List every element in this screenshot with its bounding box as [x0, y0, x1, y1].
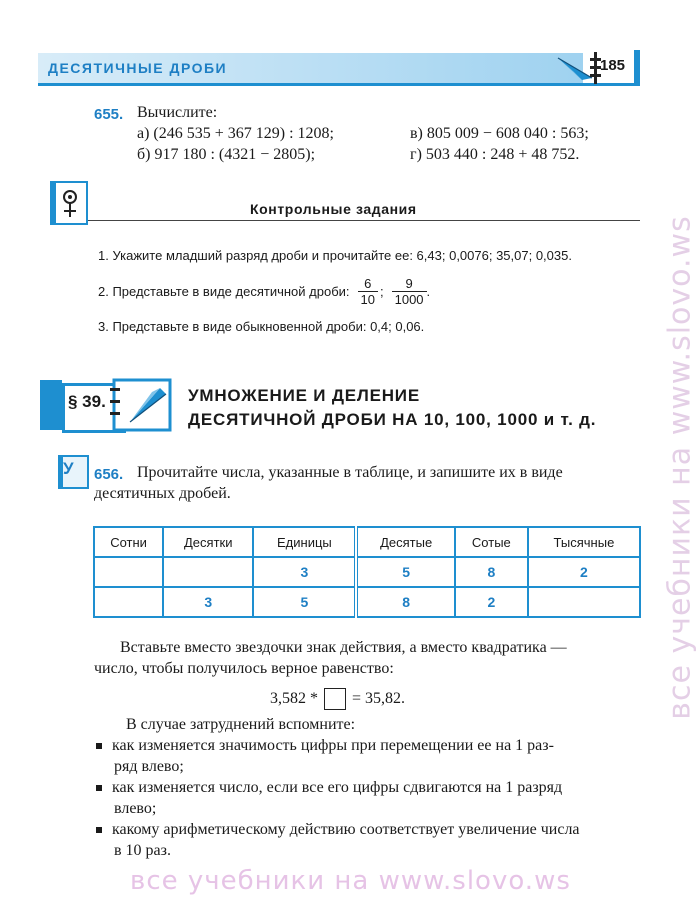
section-number: § 39. — [68, 392, 106, 411]
control-task-1: 1. Укажите младший разряд дроби и прочитайте ее: 6,43; 0,0076; 35,07; 0,035. — [98, 248, 572, 263]
fraction-denominator: 1000 — [394, 291, 424, 307]
table-header-cell: Десятки — [163, 527, 253, 557]
fraction-9-1000 — [392, 276, 427, 307]
exercise-item-g: г) 503 440 : 248 + 48 752. — [410, 146, 580, 163]
exercise-text-line2: десятичных дробей. — [94, 485, 231, 502]
bottom-watermark: все учебники на www.slovo.ws — [130, 866, 571, 896]
exercise-number: 656. — [94, 466, 124, 483]
flower-icon — [56, 183, 86, 223]
place-value-table — [93, 526, 641, 618]
exercise-intro: Вычислите: — [137, 104, 218, 121]
table-header-cell: Тысячные — [528, 527, 640, 557]
control-task-2 — [98, 270, 430, 312]
exercise-item-v: в) 805 009 − 608 040 : 563; — [410, 125, 589, 142]
table-cell — [94, 557, 163, 587]
table-cell: 2 — [528, 557, 640, 587]
equation — [270, 688, 405, 710]
header-rule — [38, 83, 640, 86]
hint-bullet-1 — [96, 737, 554, 755]
exercise-item-a: а) (246 535 + 367 129) : 1208; — [137, 125, 334, 142]
table-cell: 2 — [455, 587, 528, 617]
chapter-title: ДЕСЯТИЧНЫЕ ДРОБИ — [48, 60, 228, 76]
equation-right: = 35,82. — [352, 690, 406, 707]
table-header-cell: Десятые — [356, 527, 454, 557]
control-tasks-icon — [50, 181, 88, 225]
side-watermark-text: все учебники на www.slovo.ws — [662, 215, 698, 720]
task-paragraph-line2: число, чтобы получилось верное равенство: — [94, 660, 394, 677]
hint-bullet-2-cont: влево; — [114, 800, 157, 817]
table-cell: 8 — [455, 557, 528, 587]
bullet-icon — [96, 785, 102, 791]
table-cell: 3 — [163, 587, 253, 617]
exercise-item-b: б) 917 180 : (4321 − 2805); — [137, 146, 316, 163]
fraction-denominator: 10 — [360, 291, 375, 307]
fraction-numerator: 6 — [358, 276, 378, 292]
table-header-cell: Сотые — [455, 527, 528, 557]
fraction-end: . — [426, 283, 431, 299]
section-title-line2: ДЕСЯТИЧНОЙ ДРОБИ НА 10, 100, 1000 и т. д. — [188, 410, 597, 429]
fraction-6-10 — [358, 276, 378, 307]
hint-bullet-3 — [96, 821, 580, 839]
table-cell: 3 — [253, 557, 356, 587]
pencil-section-icon — [108, 378, 174, 432]
table-header-row — [94, 527, 640, 557]
control-task-2-text: 2. Представьте в виде десятичной дроби: — [98, 283, 350, 299]
table-row — [94, 557, 640, 587]
hint-text: как изменяется значимость цифры при перемещении ее на 1 раз- — [112, 737, 554, 754]
task-paragraph-line1: Вставьте вместо звездочки знак действия, а вместо квадратика — — [120, 639, 567, 656]
table-header-cell: Сотни — [94, 527, 163, 557]
blank-square — [324, 688, 346, 710]
table-header-cell: Единицы — [253, 527, 356, 557]
table-cell: 8 — [356, 587, 454, 617]
hint-bullet-2 — [96, 779, 562, 797]
header-edge — [634, 50, 640, 86]
exercise-text-line1: Прочитайте числа, указанные в таблице, и запишите их в виде — [137, 464, 563, 481]
table-row — [94, 587, 640, 617]
side-watermark — [660, 120, 700, 820]
bullet-icon — [96, 827, 102, 833]
exercise-number: 655. — [94, 106, 124, 123]
control-tasks-title: Контрольные задания — [250, 201, 417, 217]
page-number: 185 — [600, 57, 626, 74]
control-tasks-rule — [88, 220, 640, 221]
table-cell — [163, 557, 253, 587]
fraction-separator: ; — [379, 283, 384, 299]
table-cell — [94, 587, 163, 617]
table-cell: 5 — [253, 587, 356, 617]
section-bar — [40, 380, 62, 430]
table-cell — [528, 587, 640, 617]
control-task-3: 3. Представьте в виде обыкновенной дроби: 0,4; 0,06. — [98, 319, 425, 334]
hint-bullet-1-cont: ряд влево; — [114, 758, 184, 775]
hint-text: как изменяется число, если все его цифры сдвигаются на 1 разряд — [112, 779, 563, 796]
hint-text: какому арифметическому действию соответствует увеличение числа — [112, 821, 580, 838]
fraction-numerator: 9 — [392, 276, 427, 292]
section-title-line1: УМНОЖЕНИЕ И ДЕЛЕНИЕ — [188, 386, 420, 405]
table-cell: 5 — [356, 557, 454, 587]
hint-intro: В случае затруднений вспомните: — [126, 716, 356, 733]
hint-bullet-3-cont: в 10 раз. — [114, 842, 171, 859]
exercise-marker-letter: У — [63, 459, 74, 478]
bullet-icon — [96, 743, 102, 749]
equation-left: 3,582 * — [270, 690, 318, 707]
